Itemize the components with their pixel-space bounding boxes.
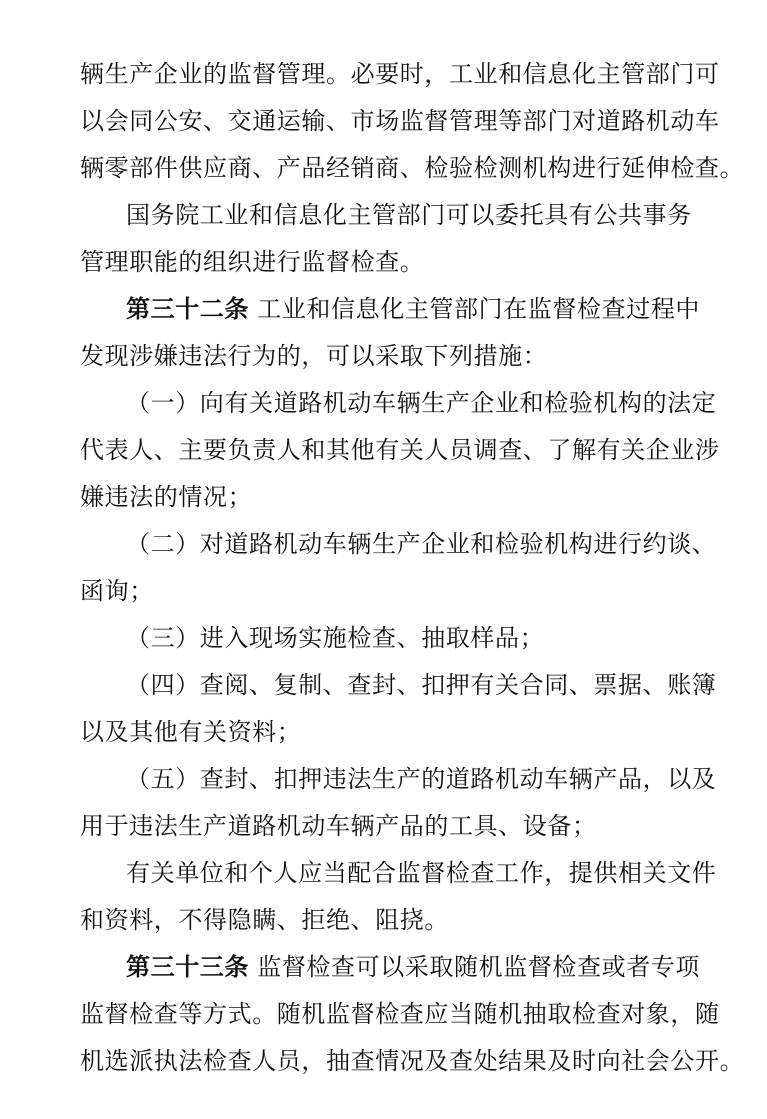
text-line: 辆生产企业的监督管理。必要时，工业和信息化主管部门可 xyxy=(80,60,720,88)
text-line: 机选派执法检查人员，抽查情况及查处结果及时向社会公开。 xyxy=(80,1047,745,1075)
text-line: 以会同公安、交通运输、市场监督管理等部门对道路机动车 xyxy=(80,107,720,135)
text-line: （二）对道路机动车辆生产企业和检验机构进行约谈、 xyxy=(126,530,717,558)
text-line: （四）查阅、复制、查封、扣押有关合同、票据、账簿 xyxy=(126,671,717,699)
text-line: 用于违法生产道路机动车辆产品的工具、设备； xyxy=(80,812,597,840)
text-line: （三）进入现场实施检查、抽取样品； xyxy=(126,624,545,652)
text-line: 国务院工业和信息化主管部门可以委托具有公共事务 xyxy=(126,201,692,229)
text-line: 有关单位和个人应当配合监督检查工作，提供相关文件 xyxy=(126,859,717,887)
text-line: 函询； xyxy=(80,577,154,605)
text-line: 以及其他有关资料； xyxy=(80,718,302,746)
article-32-text: 工业和信息化主管部门在监督检查过程中 xyxy=(257,295,701,323)
article-33-line xyxy=(126,947,700,987)
text-line: 和资料，不得隐瞒、拒绝、阻挠。 xyxy=(80,906,449,934)
text-line: 监督检查等方式。随机监督检查应当随机抽取检查对象，随 xyxy=(80,1000,720,1028)
text-line: （一）向有关道路机动车辆生产企业和检验机构的法定 xyxy=(126,389,717,417)
text-line: 发现涉嫌违法行为的，可以采取下列措施： xyxy=(80,342,548,370)
article-33-text: 监督检查可以采取随机监督检查或者专项 xyxy=(257,953,701,981)
text-line: （五）查封、扣押违法生产的道路机动车辆产品，以及 xyxy=(126,765,717,793)
text-line: 辆零部件供应商、产品经销商、检验检测机构进行延伸检查。 xyxy=(80,154,745,182)
article-32-heading: 第三十二条 xyxy=(126,295,249,323)
text-line: 嫌违法的情况； xyxy=(80,483,253,511)
article-32-line xyxy=(126,289,700,329)
text-line: 管理职能的组织进行监督检查。 xyxy=(80,248,425,276)
article-33-heading: 第三十三条 xyxy=(126,953,249,981)
text-line: 代表人、主要负责人和其他有关人员调查、了解有关企业涉 xyxy=(80,436,720,464)
